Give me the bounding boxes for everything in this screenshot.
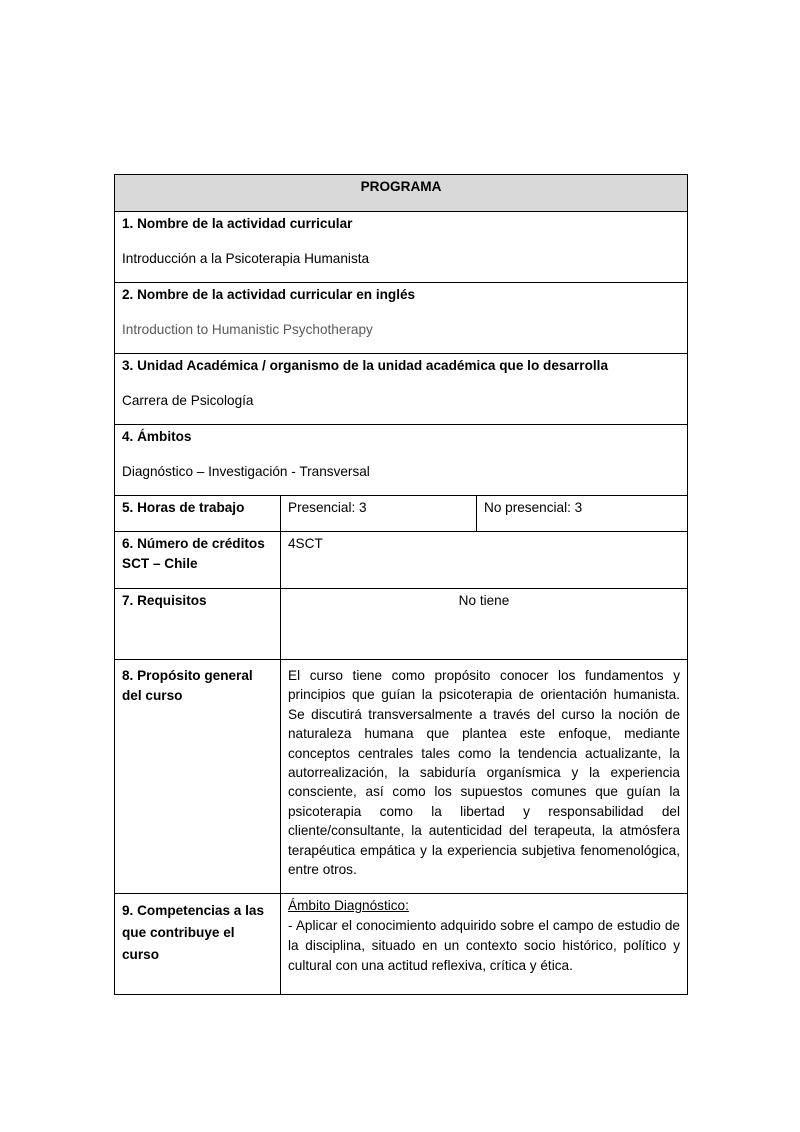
nombre-ingles-value: Introduction to Humanistic Psychotherapy (122, 322, 373, 337)
proposito-label: 8. Propósito general del curso (115, 660, 281, 894)
section-horas (115, 496, 688, 532)
creditos-value: 4SCT (281, 532, 688, 589)
section-unidad (115, 354, 688, 425)
nombre-ingles-label: 2. Nombre de la actividad curricular en inglés (122, 287, 416, 302)
proposito-value: El curso tiene como propósito conocer los fundamentos y principios que guían la psicoterapia de orientación humanista. Se discutirá transversalmente a través del curso la noción de naturaleza humana que plantea este enfoque, mediante conceptos centrales tales como la tendencia actualizante, la autorrealización, la sabiduría organísmica y la experiencia consciente, así como los supuestos comunes que guían la psicoterapia como la libertad y responsabilidad del cliente/consultante, la autenticidad del terapeuta, la atmósfera terapéutica empática y la experiencia subjetiva fenomenológica, entre otros. (281, 660, 688, 894)
unidad-label: 3. Unidad Académica / organismo de la unidad académica que lo desarrolla (122, 358, 609, 373)
section-nombre (115, 212, 688, 283)
ambitos-label: 4. Ámbitos (122, 429, 192, 444)
unidad-value: Carrera de Psicología (122, 393, 254, 408)
nombre-value: Introducción a la Psicoterapia Humanista (122, 251, 370, 266)
requisitos-value: No tiene (281, 589, 688, 660)
section-requisitos (115, 589, 688, 660)
section-creditos (115, 532, 688, 589)
nombre-label: 1. Nombre de la actividad curricular (122, 216, 353, 231)
program-header: PROGRAMA (115, 175, 688, 212)
competencias-heading: Ámbito Diagnóstico: (288, 898, 409, 913)
section-nombre-ingles (115, 283, 688, 354)
requisitos-label: 7. Requisitos (115, 589, 281, 660)
competencias-value: - Aplicar el conocimiento adquirido sobre el campo de estudio de la disciplina, situado en un contexto socio histórico, político y cultural con una actitud reflexiva, crítica y ética. (288, 918, 680, 973)
section-ambitos (115, 425, 688, 496)
horas-no-presencial: No presencial: 3 (477, 496, 688, 532)
horas-presencial: Presencial: 3 (281, 496, 477, 532)
competencias-label: 9. Competencias a las que contribuye el curso (115, 894, 281, 995)
program-table (114, 174, 688, 995)
ambitos-value: Diagnóstico – Investigación - Transversal (122, 464, 370, 479)
section-competencias (115, 894, 688, 995)
horas-label: 5. Horas de trabajo (115, 496, 281, 532)
creditos-label: 6. Número de créditos SCT – Chile (115, 532, 281, 589)
section-proposito (115, 660, 688, 894)
